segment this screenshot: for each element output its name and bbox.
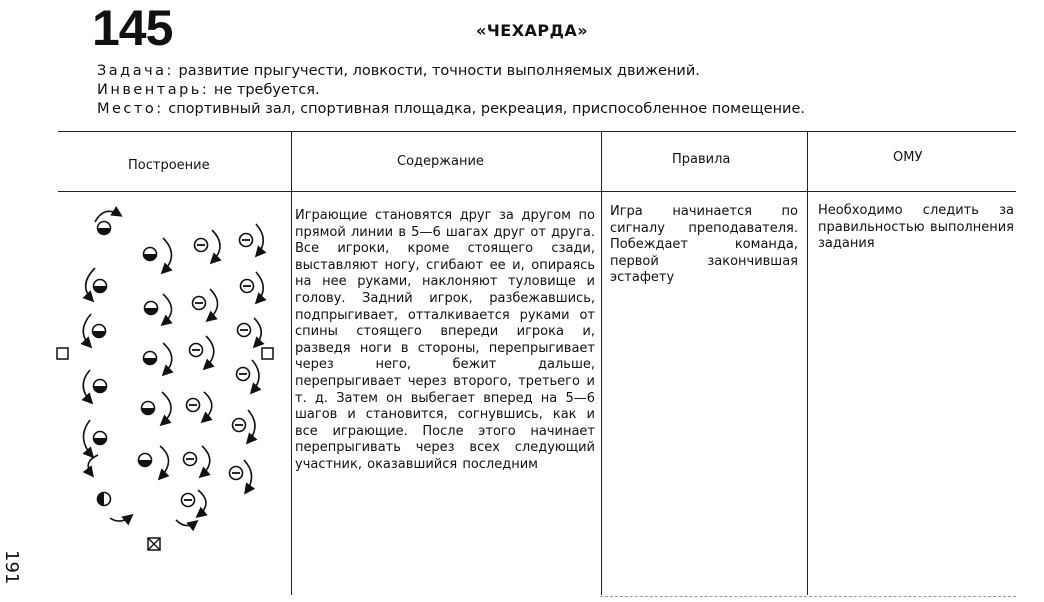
player-marker xyxy=(94,380,107,393)
player-marker xyxy=(184,453,197,466)
run-arrow xyxy=(256,272,263,302)
task-value: развитие прыгучести, ловкости, точности выполняемых движений. xyxy=(178,63,700,79)
run-arrow xyxy=(163,238,172,272)
game-title: «ЧЕХАРДА» xyxy=(476,21,589,40)
run-arrow xyxy=(205,336,214,368)
player-marker xyxy=(98,222,111,235)
player-marker xyxy=(237,368,250,381)
column-header-formation: Построение xyxy=(128,158,210,173)
formation-diagram xyxy=(0,0,300,602)
player-marker xyxy=(94,432,107,445)
run-arrow xyxy=(212,230,220,262)
player-marker xyxy=(193,297,206,310)
run-arrow xyxy=(176,520,196,526)
player-marker xyxy=(94,280,107,293)
players-layer xyxy=(93,222,254,507)
start-marker-left xyxy=(57,348,68,359)
run-arrow xyxy=(83,314,91,346)
player-marker xyxy=(182,494,195,507)
player-marker xyxy=(142,402,155,415)
run-arrow xyxy=(83,370,91,402)
player-marker xyxy=(195,239,208,252)
player-marker xyxy=(144,352,157,365)
run-arrow xyxy=(244,460,252,492)
run-arrow xyxy=(160,446,169,478)
run-arrow xyxy=(83,420,92,456)
crossed-box-marker xyxy=(148,538,160,550)
place-value: спортивный зал, спортивная площадка, рекреация, приспособленное помещение. xyxy=(168,101,806,117)
column-divider-3 xyxy=(807,132,808,595)
run-arrow xyxy=(163,294,172,324)
player-marker xyxy=(233,419,246,432)
player-marker xyxy=(190,344,203,357)
run-arrow xyxy=(248,410,255,442)
task-label: Задача: xyxy=(97,63,174,79)
run-arrow xyxy=(110,516,131,521)
table-bottom-rule xyxy=(600,596,1016,597)
run-arrow xyxy=(203,392,212,421)
player-marker xyxy=(144,248,157,261)
run-arrow xyxy=(198,490,206,516)
run-arrow xyxy=(201,446,210,476)
player-marker xyxy=(98,493,111,506)
run-arrow xyxy=(252,360,259,392)
player-marker xyxy=(241,280,254,293)
equipment-value: не требуется. xyxy=(213,82,320,98)
run-arrow xyxy=(208,289,218,320)
run-arrow xyxy=(95,211,120,222)
equipment-label: Инвентарь: xyxy=(97,82,210,98)
page-number: 191 xyxy=(1,550,22,585)
run-arrow xyxy=(162,392,171,424)
run-arrow xyxy=(254,318,261,346)
content-cell: Играющие становятся друг за другом по прямой линии в 5—6 шагах друг от друга. Все игроки, кроме стоящего сзади, выставляют ногу, сгибают ее и, опираясь на нее руками, наклоняют туловище и голову. Задний игрок, разбежавшись, подпрыгивает, отталкивается руками от спины стоящего впереди игрока и, разведя ноги в стороны, перепрыгивает через него, бежит дальше, перепрыгивает через второго, третьего и т. д. Затем он выбегает вперед на 5—6 шагов и становится, согнувшись, как и все играющие. После этого начинает перепрыгивать через всех следующий участник, оказавшийся последним xyxy=(295,208,595,472)
game-number: 145 xyxy=(92,0,173,56)
player-marker xyxy=(139,454,152,467)
player-marker xyxy=(93,325,106,338)
omu-cell: Необходимо следить за правильностью выполнения задания xyxy=(818,203,1014,252)
run-arrow xyxy=(256,224,263,255)
column-header-content: Содержание xyxy=(397,154,484,169)
column-divider-2 xyxy=(601,132,602,595)
rules-cell: Игра начинается по сигналу преподавателя. Побеждает команда, первой закончившая эстафету xyxy=(610,204,798,286)
player-marker xyxy=(238,324,251,337)
run-arrow xyxy=(88,455,98,475)
player-marker xyxy=(145,302,158,315)
place-label: Место: xyxy=(97,101,164,117)
player-marker xyxy=(187,399,200,412)
column-header-omu: ОМУ xyxy=(893,150,923,165)
start-marker-right xyxy=(262,348,273,359)
column-header-rules: Правила xyxy=(672,152,731,167)
player-marker xyxy=(230,467,243,480)
player-marker xyxy=(240,234,253,247)
run-arrow xyxy=(163,343,172,374)
